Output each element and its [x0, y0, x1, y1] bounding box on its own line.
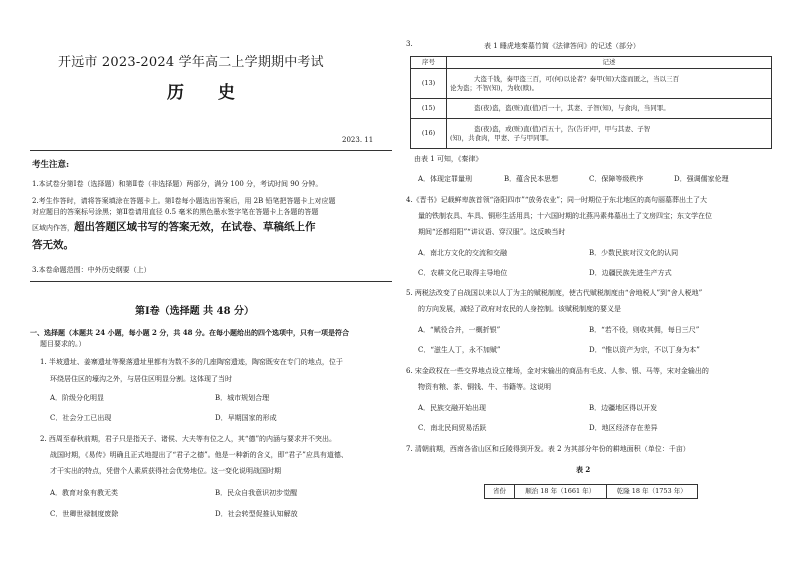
table-header-row: [485, 485, 698, 499]
q3-option-b[interactable]: B．蕴含民本思想: [504, 175, 559, 183]
q1-option-d[interactable]: D．早期国家的形成: [215, 414, 277, 422]
notice-item-2-line-2: 2.考生作答时，请将答案填涂在答题卡上。第Ⅰ卷每小题选出答案后，用 2B 铅笔把答题卡上对应题: [32, 197, 336, 205]
notice-item-2-line-3: 对应题目的答案标号涂黑；第Ⅱ卷请用直径 0.5 毫米的黑色墨水签字笔在答题卡上各题的答题: [32, 208, 319, 216]
q4-stem-line-2: 量的铁制农具、车具、铜形生活用具；十六国时期的北燕冯素弗墓出土了文房四宝；东文学在位: [418, 212, 712, 220]
table-cell-line: 盗(夜)盗，或(赃)直(值)百五十，告(告讦)甲，甲与其妻、子智: [474, 124, 651, 133]
q6-stem-line-2: 物资有粮、茶、铜钱、牛、书籍等。这说明: [418, 383, 551, 391]
q3-option-a[interactable]: A．体现定罪量刑: [418, 175, 473, 183]
section-1-heading: 第Ⅰ卷（选择题 共 48 分）: [135, 306, 255, 317]
q2-stem-line-3: 才干实出的特点，凭借个人素质获得社会优势地位。这一变化说明战国时期: [50, 467, 281, 475]
notice-item-2-line-4: [32, 220, 316, 235]
table-cell: [447, 99, 772, 119]
q6-option-c[interactable]: C．南北民间贸易活跃: [418, 424, 487, 432]
exam-date: 2023. 11: [342, 136, 374, 144]
notice-item-2-prefix: 区域内作答，: [32, 224, 74, 232]
q7-stem-line-1: 7. 清朝前期，西南各省山区和丘陵得到开发。表 2 为其部分年份的耕地面积（单位：千亩）: [406, 445, 690, 453]
q3-option-c[interactable]: C．保障等级秩序: [589, 175, 644, 183]
notice-item-1: 1.本试卷分第Ⅰ卷（选择题）和第Ⅱ卷（非选择题）两部分，满分 100 分，考试时间 90 分钟。: [32, 180, 323, 188]
table-header-row: [411, 57, 772, 69]
table-header-cell: 乾隆 18 年（1753 年）: [606, 485, 698, 499]
q4-stem-line-1: 4.《晋书》记载鲜卑族首领“洛阳四市”“放务农业”；同一时期位于东北地区的高句丽墓葬出土了大: [406, 196, 707, 204]
q1-option-a[interactable]: A．阶级分化明显: [50, 394, 105, 402]
table-header-cell: 顺治 18 年（1661 年）: [515, 485, 607, 499]
table-cell-line: (知)，共食肉，甲妻、子与甲同罪。: [450, 133, 553, 142]
table-cell: (16): [411, 119, 447, 149]
q6-option-d[interactable]: D．地区经济存在差异: [589, 424, 658, 432]
q1-option-c[interactable]: C．社会分工已出现: [50, 414, 112, 422]
q5-option-c[interactable]: C．“滋生人丁，永不加赋”: [418, 346, 501, 354]
table-header-cell: 序号: [411, 57, 447, 69]
table-cell-line: 大盗千钱，奏甲盗三百，可(何)以论者？奏甲(知)大盗而匿之，当以三百: [474, 74, 680, 83]
q5-option-b[interactable]: B．“若不役，则收其佣，每日三尺”: [589, 326, 700, 334]
q3-conclusion: 由表 1 可知，《秦律》: [414, 155, 483, 163]
q4-option-b[interactable]: B．少数民族对汉文化的认同: [589, 249, 679, 257]
q4-option-a[interactable]: A．南北方文化的交流和交融: [418, 249, 508, 257]
table-cell: [447, 69, 772, 99]
q6-option-b[interactable]: B．边疆地区得以开发: [589, 404, 658, 412]
table-header-cell: 省份: [485, 485, 515, 499]
section-1-intro-line-2: 题目要求的。）: [40, 340, 86, 348]
q2-option-c[interactable]: C．世卿世禄制度废除: [50, 510, 119, 518]
q5-option-a[interactable]: A．“赋役合并，一概折银”: [418, 326, 501, 334]
q4-stem-line-3: 期间“还都绍阳”“讲议语、穿汉服”。这反映当时: [418, 228, 566, 236]
q6-stem-line-1: 6. 宋金政权在一些交界地点设立榷场，金对宋输出的商品有毛皮、人参、银、马等，宋对金输出的: [406, 367, 709, 375]
q1-option-b[interactable]: B．城市规划合理: [215, 394, 270, 402]
q3-table: [410, 56, 772, 149]
section-1-intro-line-1: [30, 328, 349, 338]
notice-item-3: 3.本卷命题范围：中外历史纲要（上）: [32, 266, 151, 274]
q1-stem-line-2: 环绕居住区的壕沟之外，与居住区明显分割。这体现了当时: [50, 375, 232, 383]
table-row: [411, 119, 772, 149]
subject-title: 历 史: [167, 83, 249, 103]
table-cell-line: 盗(夜)盗，盗(赃)直(值)百一十，其妻、子智(知)，与食肉，当同罪。: [474, 104, 670, 112]
q2-option-d[interactable]: D．社会转型促推认知解放: [215, 510, 298, 518]
q3-option-d[interactable]: D．强调儒家伦理: [674, 175, 729, 183]
q7-table-caption: 表 2: [576, 465, 591, 474]
q5-stem-line-2: 的方向发展，减轻了政府对农民的人身控制。该赋税制度的要义是: [418, 305, 621, 313]
table-cell: (15): [411, 99, 447, 119]
notice-emphasis-1: 超出答题区域书写的答案无效，在试卷、草稿纸上作: [74, 221, 316, 233]
q3-table-caption: 表 1 睡虎地秦墓竹简《法律答问》的记述（部分）: [484, 42, 640, 50]
q7-table: [484, 484, 698, 499]
q6-option-a[interactable]: A．民族交融开始出现: [418, 404, 487, 412]
table-cell-line: 论为盗；不智(知)，为收(赎)。: [450, 83, 539, 92]
notice-heading: 考生注意:: [32, 160, 70, 170]
q1-stem-line-1: 1. 半坡遗址、姜寨遗址等聚落遗址里都有为数不多的几座陶窑遗迹，陶窑既安在专门的地点，位于: [40, 358, 343, 366]
q4-option-c[interactable]: C．农耕文化已取得主导地位: [418, 269, 508, 277]
table-row: [411, 99, 772, 119]
q5-option-d[interactable]: D．“惟以资产为宗，不以丁身为本”: [589, 346, 700, 354]
q2-option-a[interactable]: A．教育对象有教无类: [50, 489, 119, 497]
section-1-intro-emphasis: 。在每小题给出的四个选项中，只有一项是符合: [201, 328, 349, 337]
table-cell: (13): [411, 69, 447, 99]
q2-stem-line-1: 2. 西周至春秋前期，君子只是指天子、诸侯、大夫等有位之人，其“德”的内涵与要求并不突出。: [40, 435, 337, 443]
table-cell: [447, 119, 772, 149]
exam-title: 开远市 2023-2024 学年高二上学期期中考试: [58, 55, 324, 70]
q5-stem-line-1: 5. 两税法改变了自战国以来以人丁为主的赋税制度，使古代赋税制度由“舍地税人”到“舍人税地”: [406, 289, 703, 297]
table-row: [411, 69, 772, 99]
q2-option-b[interactable]: B．民众自我意识初步觉醒: [215, 489, 298, 497]
section-1-intro-prefix: 一、选择题（本题共 24 小题，每小题 2 分，共 48 分: [30, 328, 202, 337]
notice-emphasis-2: 答无效。: [32, 239, 74, 251]
q3-number: 3.: [406, 40, 413, 48]
q4-option-d[interactable]: D．边疆民族先进生产方式: [589, 269, 672, 277]
q2-stem-line-2: 战国时期，《易传》明确且正式地提出了“君子之德”。他是一种新的含义，即“君子”应具有道德、: [50, 451, 348, 459]
table-header-cell: 记述: [447, 57, 772, 69]
